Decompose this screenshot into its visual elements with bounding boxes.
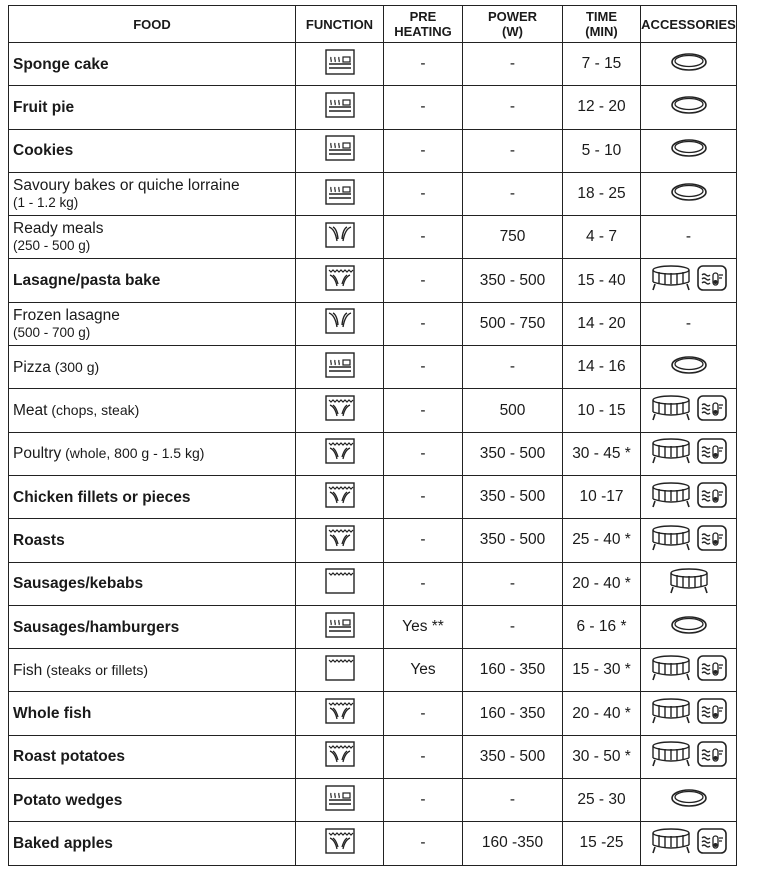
food-cell (9, 86, 296, 129)
food-cell (9, 735, 296, 778)
preheat-cell: - (384, 43, 463, 86)
bake-fan-icon (325, 92, 355, 123)
crisp-plate-icon (697, 482, 727, 513)
preheat-cell: - (384, 389, 463, 432)
accessories-cell (641, 389, 737, 432)
food-weight: (500 - 700 g) (13, 324, 91, 340)
table-row (9, 129, 737, 172)
grill-microwave-icon (325, 828, 355, 859)
grill-rack-icon (669, 567, 709, 600)
function-cell (296, 649, 384, 692)
food-detail: (whole, 800 g - 1.5 kg) (61, 445, 205, 462)
plate-icon (670, 137, 708, 164)
food-name: Ready meals (13, 220, 104, 238)
food-detail: (chops, steak) (47, 402, 140, 419)
accessories-cell (641, 172, 737, 215)
accessories-cell (641, 692, 737, 735)
function-cell (296, 129, 384, 172)
grill-rack-icon (651, 264, 691, 297)
grill-rack-icon (651, 740, 691, 773)
crisp-plate-icon (697, 698, 727, 729)
power-cell: - (463, 86, 563, 129)
food-name: Sausages/hamburgers (13, 618, 180, 636)
grill-rack-icon (651, 654, 691, 687)
header-function: FUNCTION (296, 6, 384, 43)
food-name: Fruit pie (13, 98, 75, 116)
grill-rack-icon (651, 481, 691, 514)
preheat-cell: - (384, 432, 463, 475)
preheat-cell: - (384, 475, 463, 518)
food-name: Poultry (13, 445, 62, 463)
preheat-cell: - (384, 346, 463, 389)
grill-microwave-icon (325, 265, 355, 296)
bake-fan-icon (325, 179, 355, 210)
preheat-cell: - (384, 216, 463, 259)
table-row (9, 779, 737, 822)
time-cell: 12 - 20 (563, 86, 641, 129)
plate-icon (670, 354, 708, 381)
grill-microwave-icon (325, 741, 355, 772)
accessories-cell (641, 432, 737, 475)
power-cell: 350 - 500 (463, 735, 563, 778)
plate-icon (670, 181, 708, 208)
food-cell (9, 389, 296, 432)
food-name: Frozen lasagne (13, 306, 120, 324)
power-cell: 160 -350 (463, 822, 563, 865)
food-name: Fish (13, 661, 43, 679)
table-header-row (9, 6, 737, 43)
time-cell: 30 - 45 * (563, 432, 641, 475)
preheat-cell: - (384, 735, 463, 778)
food-name: Whole fish (13, 705, 92, 723)
time-cell: 14 - 16 (563, 346, 641, 389)
accessories-cell (641, 216, 737, 259)
accessories-cell (641, 259, 737, 302)
power-cell: 350 - 500 (463, 475, 563, 518)
crisp-plate-icon (697, 655, 727, 686)
time-cell: 15 -25 (563, 822, 641, 865)
food-weight: (250 - 500 g) (13, 238, 91, 254)
table-row (9, 346, 737, 389)
preheat-cell: - (384, 562, 463, 605)
table-row (9, 822, 737, 865)
table-row (9, 216, 737, 259)
food-name: Meat (13, 402, 48, 420)
accessories-cell (641, 129, 737, 172)
plate-icon (670, 94, 708, 121)
function-cell (296, 822, 384, 865)
grill-microwave-icon (325, 525, 355, 556)
grill-rack-icon (651, 524, 691, 557)
food-cell (9, 779, 296, 822)
table-row (9, 172, 737, 215)
crisp-plate-icon (697, 525, 727, 556)
food-name: Sausages/kebabs (13, 575, 144, 593)
food-cell (9, 432, 296, 475)
function-cell (296, 259, 384, 302)
no-accessory: - (685, 314, 692, 332)
power-cell: 160 - 350 (463, 649, 563, 692)
header-accessories: ACCESSORIES (641, 6, 737, 43)
table-row (9, 562, 737, 605)
function-cell (296, 389, 384, 432)
table-row (9, 692, 737, 735)
food-name: Savoury bakes or quiche lorraine (13, 177, 240, 195)
accessories-cell (641, 779, 737, 822)
time-cell: 7 - 15 (563, 43, 641, 86)
preheat-cell: - (384, 172, 463, 215)
function-cell (296, 519, 384, 562)
time-cell: 10 -17 (563, 475, 641, 518)
power-cell: 350 - 500 (463, 432, 563, 475)
function-cell (296, 346, 384, 389)
preheat-cell: Yes ** (384, 605, 463, 648)
bake-fan-icon (325, 612, 355, 643)
power-cell: - (463, 779, 563, 822)
time-cell: 14 - 20 (563, 302, 641, 345)
power-cell: 160 - 350 (463, 692, 563, 735)
accessories-cell (641, 475, 737, 518)
food-cell (9, 822, 296, 865)
header-time: TIME (MIN) (563, 6, 641, 43)
accessories-cell (641, 302, 737, 345)
table-row (9, 43, 737, 86)
header-preheating: PRE HEATING (384, 6, 463, 43)
function-cell (296, 779, 384, 822)
food-cell (9, 519, 296, 562)
food-cell (9, 302, 296, 345)
function-cell (296, 302, 384, 345)
plate-icon (670, 51, 708, 78)
table-row (9, 302, 737, 345)
bake-fan-icon (325, 785, 355, 816)
table-row (9, 389, 737, 432)
time-cell: 25 - 40 * (563, 519, 641, 562)
function-cell (296, 605, 384, 648)
time-cell: 30 - 50 * (563, 735, 641, 778)
function-cell (296, 562, 384, 605)
crisp-plate-icon (697, 265, 727, 296)
crisp-plate-icon (697, 828, 727, 859)
table-row (9, 475, 737, 518)
header-food: FOOD (9, 6, 296, 43)
grill-microwave-icon (325, 698, 355, 729)
grill-microwave-icon (325, 438, 355, 469)
food-name: Potato wedges (13, 791, 123, 809)
accessories-cell (641, 562, 737, 605)
function-cell (296, 432, 384, 475)
crisp-plate-icon (697, 395, 727, 426)
microwave-icon (325, 222, 355, 253)
food-detail: (steaks or fillets) (42, 661, 149, 678)
food-cell (9, 605, 296, 648)
food-name: Baked apples (13, 834, 113, 852)
preheat-cell: - (384, 519, 463, 562)
food-weight: (1 - 1.2 kg) (13, 195, 79, 211)
microwave-icon (325, 308, 355, 339)
accessories-cell (641, 86, 737, 129)
bake-fan-icon (325, 352, 355, 383)
cooking-table (8, 5, 737, 866)
power-cell: 350 - 500 (463, 259, 563, 302)
food-cell (9, 649, 296, 692)
food-name: Pizza (13, 358, 51, 376)
function-cell (296, 216, 384, 259)
grill-microwave-icon (325, 482, 355, 513)
table-row (9, 259, 737, 302)
table-row (9, 519, 737, 562)
preheat-cell: - (384, 692, 463, 735)
grill-icon (325, 568, 355, 599)
food-cell (9, 346, 296, 389)
preheat-cell: Yes (384, 649, 463, 692)
table-row (9, 649, 737, 692)
power-cell: - (463, 43, 563, 86)
preheat-cell: - (384, 129, 463, 172)
food-name: Sponge cake (13, 55, 109, 73)
plate-icon (670, 614, 708, 641)
time-cell: 15 - 30 * (563, 649, 641, 692)
food-cell (9, 259, 296, 302)
power-cell: 500 - 750 (463, 302, 563, 345)
table-row (9, 86, 737, 129)
food-cell (9, 129, 296, 172)
power-cell: - (463, 172, 563, 215)
function-cell (296, 43, 384, 86)
food-cell (9, 216, 296, 259)
function-cell (296, 735, 384, 778)
time-cell: 15 - 40 (563, 259, 641, 302)
time-cell: 20 - 40 * (563, 562, 641, 605)
food-name: Lasagne/pasta bake (13, 272, 161, 290)
time-cell: 18 - 25 (563, 172, 641, 215)
accessories-cell (641, 822, 737, 865)
grill-rack-icon (651, 827, 691, 860)
function-cell (296, 172, 384, 215)
function-cell (296, 475, 384, 518)
power-cell: - (463, 129, 563, 172)
preheat-cell: - (384, 822, 463, 865)
food-cell (9, 43, 296, 86)
food-cell (9, 172, 296, 215)
accessories-cell (641, 649, 737, 692)
preheat-cell: - (384, 302, 463, 345)
accessories-cell (641, 605, 737, 648)
power-cell: 350 - 500 (463, 519, 563, 562)
crisp-plate-icon (697, 438, 727, 469)
grill-microwave-icon (325, 395, 355, 426)
table-row (9, 432, 737, 475)
food-name: Chicken fillets or pieces (13, 488, 191, 506)
accessories-cell (641, 43, 737, 86)
accessories-cell (641, 346, 737, 389)
food-cell (9, 692, 296, 735)
time-cell: 5 - 10 (563, 129, 641, 172)
time-cell: 25 - 30 (563, 779, 641, 822)
time-cell: 4 - 7 (563, 216, 641, 259)
time-cell: 10 - 15 (563, 389, 641, 432)
power-cell: 750 (463, 216, 563, 259)
table-row (9, 605, 737, 648)
accessories-cell (641, 735, 737, 778)
food-detail: (300 g) (50, 358, 100, 375)
function-cell (296, 86, 384, 129)
food-name: Roast potatoes (13, 748, 125, 766)
accessories-cell (641, 519, 737, 562)
crisp-plate-icon (697, 741, 727, 772)
food-name: Roasts (13, 531, 65, 549)
grill-rack-icon (651, 394, 691, 427)
food-name: Cookies (13, 142, 74, 160)
food-cell (9, 475, 296, 518)
preheat-cell: - (384, 259, 463, 302)
plate-icon (670, 787, 708, 814)
grill-rack-icon (651, 437, 691, 470)
function-cell (296, 692, 384, 735)
no-accessory: - (685, 228, 692, 246)
power-cell: 500 (463, 389, 563, 432)
power-cell: - (463, 605, 563, 648)
bake-fan-icon (325, 49, 355, 80)
time-cell: 20 - 40 * (563, 692, 641, 735)
preheat-cell: - (384, 86, 463, 129)
power-cell: - (463, 562, 563, 605)
preheat-cell: - (384, 779, 463, 822)
bake-fan-icon (325, 135, 355, 166)
grill-icon (325, 655, 355, 686)
table-row (9, 735, 737, 778)
time-cell: 6 - 16 * (563, 605, 641, 648)
header-power: POWER (W) (463, 6, 563, 43)
power-cell: - (463, 346, 563, 389)
grill-rack-icon (651, 697, 691, 730)
food-cell (9, 562, 296, 605)
